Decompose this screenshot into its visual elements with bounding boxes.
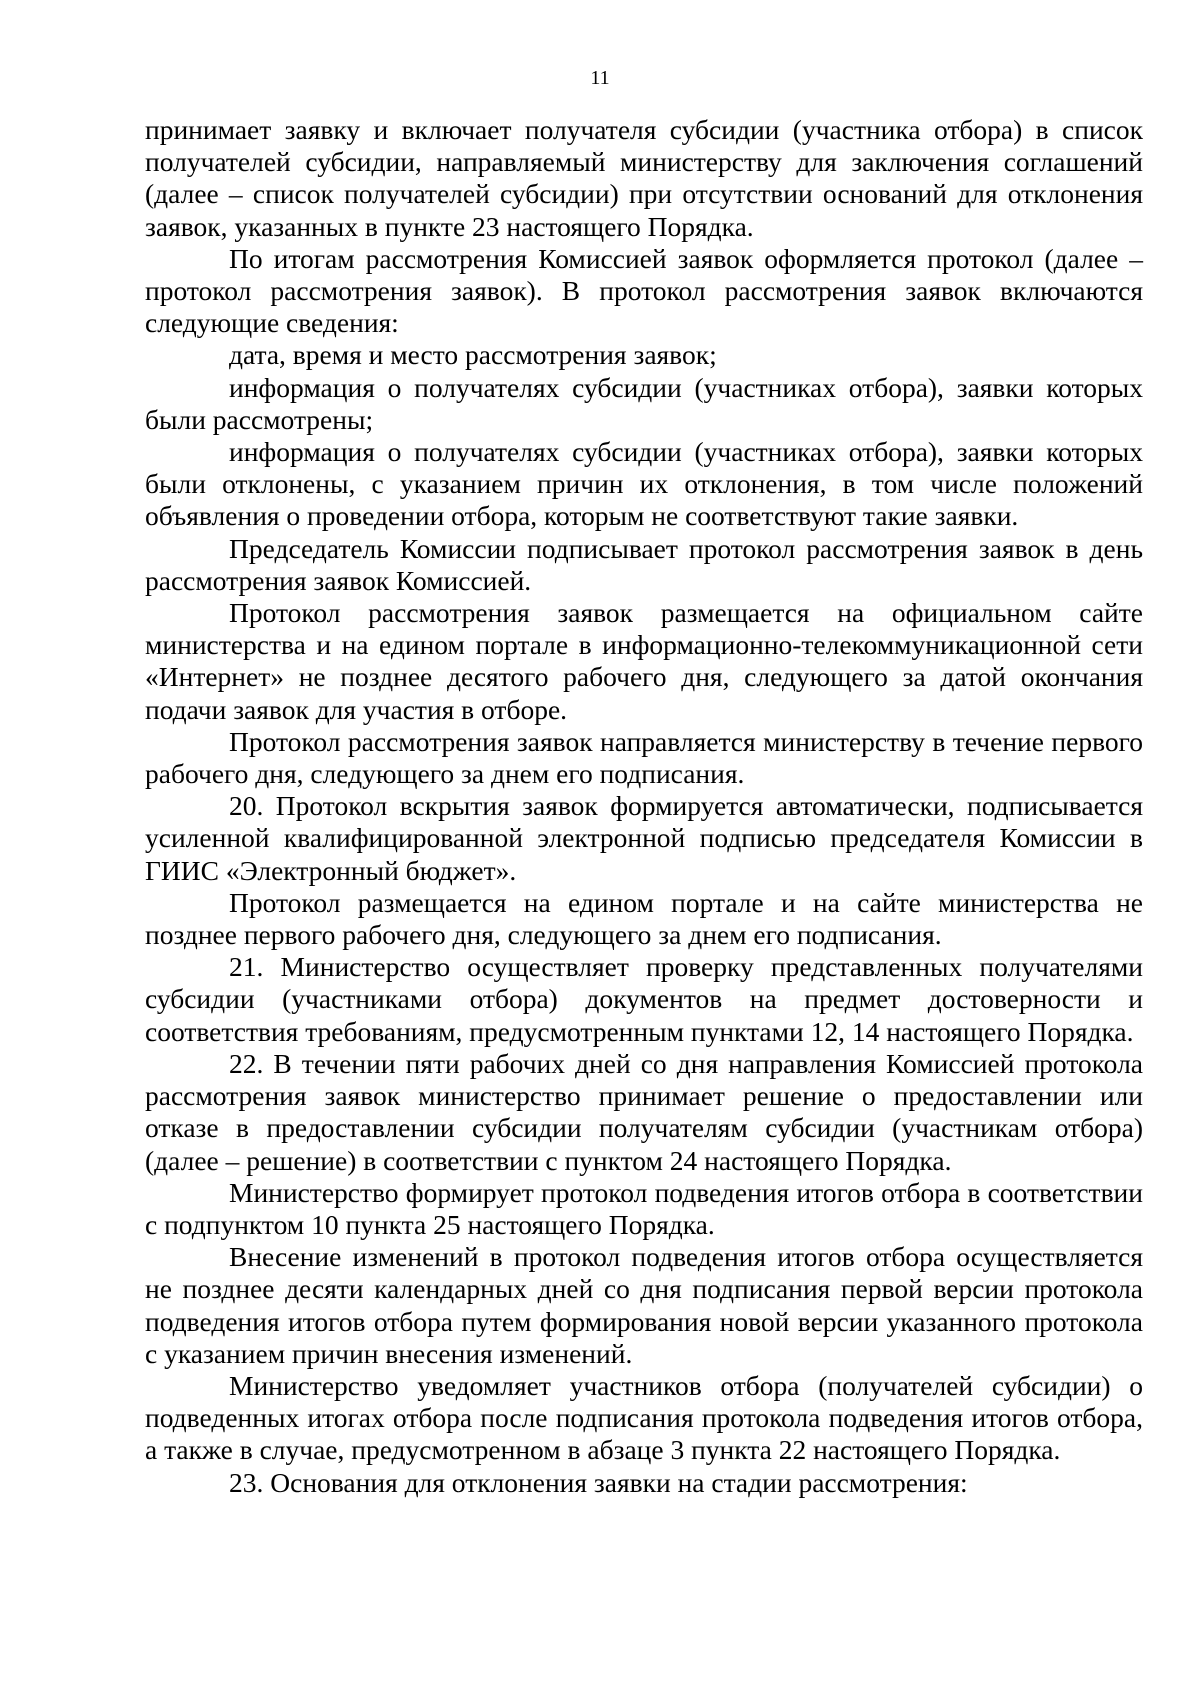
paragraph-protocol-posted: Протокол размещается на едином портале и на сайте министерства не позднее первого рабочего дня, следующего за днем его подписания.: [145, 886, 1143, 951]
paragraph-item-23: 23. Основания для отклонения заявки на стадии рассмотрения:: [229, 1466, 968, 1498]
paragraph-chairman-signs: Председатель Комиссии подписывает протокол рассмотрения заявок в день рассмотрения заявок Комиссией.: [145, 532, 1143, 596]
document-body: [145, 114, 1143, 1499]
paragraph-protocol-sent: Протокол рассмотрения заявок направляется министерству в течение первого рабочего дня, следующего за днем его подписания.: [145, 725, 1143, 790]
paragraph-protocol-intro: По итогам рассмотрения Комиссией заявок оформляется протокол (далее – протокол рассмотрения заявок). В протокол рассмотрения заявок включаются следующие сведения:: [145, 242, 1143, 339]
paragraph-ministry-forms-protocol: Министерство формирует протокол подведения итогов отбора в соответствии с подпунктом 10 пункта 25 настоящего Порядка.: [145, 1176, 1143, 1240]
page-number: 11: [590, 67, 610, 89]
paragraph-item-21: 21. Министерство осуществляет проверку представленных получателями субсидии (участниками отбора) документов на предмет достоверности и соответствия требованиям, предусмотренным пунктами 12, 14 настоящего Порядка.: [145, 951, 1143, 1047]
paragraph-item-22: 22. В течении пяти рабочих дней со дня направления Комиссией протокола рассмотрения заявок министерство принимает решение о предоставлении или отказе в предоставлении субсидии получателям субсидии (участникам отбора) (далее – решение) в соответствии с пунктом 24 настоящего Порядка.: [145, 1047, 1143, 1176]
paragraph-list-item-reviewed: информация о получателях субсидии (участниках отбора), заявки которых были рассмотрены;: [145, 371, 1143, 435]
paragraph-ministry-notifies: Министерство уведомляет участников отбора (получателей субсидии) о подведенных итогах отбора после подписания протокола подведения итогов отбора, а также в случае, предусмотренном в абзаце 3 пункта 22 настоящего Порядка.: [145, 1369, 1143, 1466]
paragraph-continuation: принимает заявку и включает получателя субсидии (участника отбора) в список получателей субсидии, направляемый министерству для заключения соглашений (далее – список получателей субсидии) при отсутствии оснований для отклонения заявок, указанных в пункте 23 настоящего Порядка.: [145, 114, 1143, 242]
paragraph-protocol-published: Протокол рассмотрения заявок размещается на официальном сайте министерства и на едином портале в информационно-телекоммуникационной сети «Интернет» не позднее десятого рабочего дня, следующего за датой окончания подачи заявок для участия в отборе.: [145, 597, 1143, 725]
paragraph-list-item-rejected: информация о получателях субсидии (участниках отбора), заявки которых были отклонены, с указанием причин их отклонения, в том числе положений объявления о проведении отбора, которым не соответствуют такие заявки.: [145, 436, 1143, 532]
paragraph-item-20: 20. Протокол вскрытия заявок формируется автоматически, подписывается усиленной квалифицированной электронной подписью председателя Комиссии в ГИИС «Электронный бюджет».: [145, 790, 1143, 886]
paragraph-protocol-changes: Внесение изменений в протокол подведения итогов отбора осуществляется не позднее десяти календарных дней со дня подписания первой версии протокола подведения итогов отбора путем формирования новой версии указанного протокола с указанием причин внесения изменений.: [145, 1241, 1143, 1369]
paragraph-list-item-date: дата, время и место рассмотрения заявок;: [229, 339, 717, 371]
